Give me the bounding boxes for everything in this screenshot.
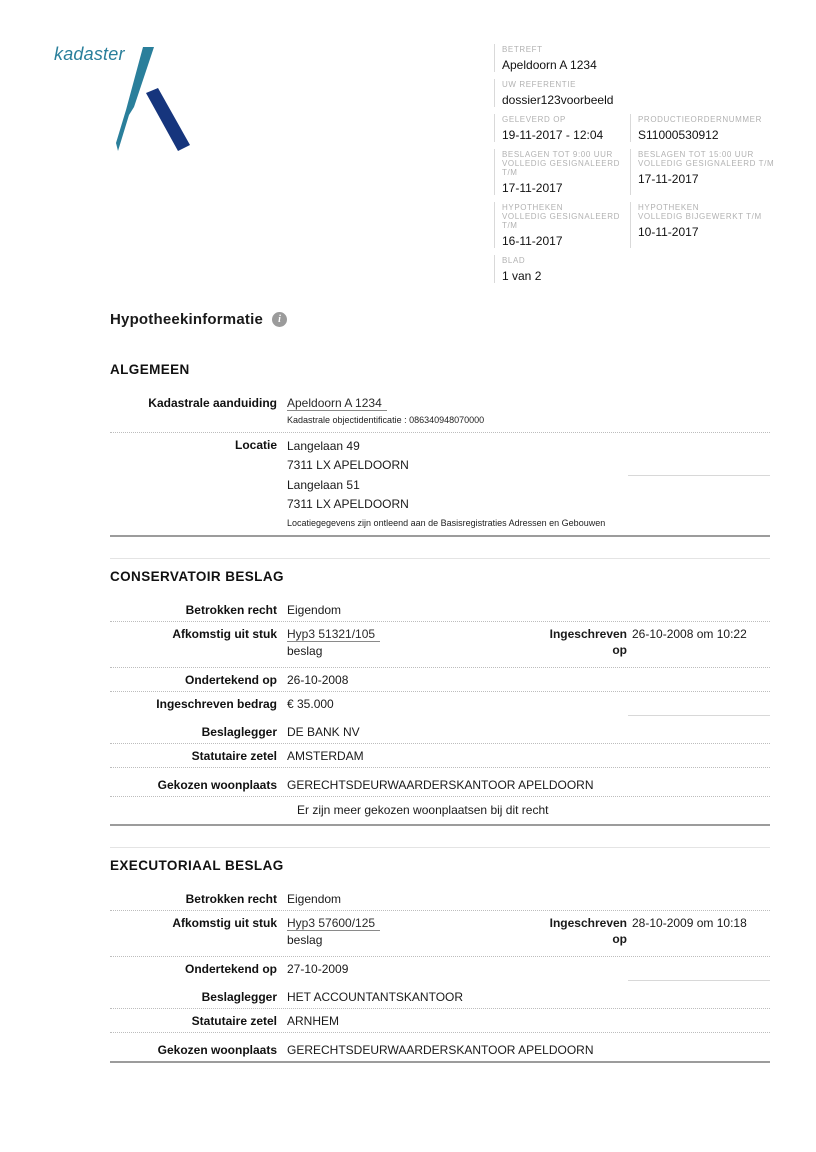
table-row: [110, 391, 770, 433]
row-label: Betrokken recht: [185, 892, 277, 906]
row-value: Eigendom: [287, 603, 342, 617]
meta-label: PRODUCTIEORDERNUMMER: [638, 115, 762, 124]
row-label: Statutaire zetel: [191, 1014, 277, 1028]
meta-productieordernummer: [630, 114, 788, 142]
table-row: [110, 668, 770, 692]
meta-value: dossier123voorbeeld: [502, 93, 614, 107]
table-row: [110, 622, 770, 668]
meta-betreft: [494, 44, 630, 72]
meta-value: 17-11-2017: [638, 172, 699, 186]
meta-blad: [494, 255, 630, 283]
meta-label: VOLLEDIG GESIGNALEERD T/M: [502, 212, 620, 230]
stuk-type: beslag: [287, 644, 323, 658]
table-row: [110, 980, 770, 1009]
row-label: Ingeschreven bedrag: [156, 697, 277, 711]
meta-label: VOLLEDIG BIJGEWERKT T/M: [638, 212, 762, 221]
stuk-type: beslag: [287, 933, 323, 947]
meta-uw-referentie: [494, 79, 630, 107]
row-label: Kadastrale aanduiding: [148, 396, 277, 410]
row-label: Ondertekend op: [184, 673, 277, 687]
address-line: Langelaan 51: [287, 478, 360, 492]
row-value: AMSTERDAM: [287, 749, 364, 763]
meta-value: Apeldoorn A 1234: [502, 58, 597, 72]
row-label: Gekozen woonplaats: [157, 778, 277, 792]
row-label: Gekozen woonplaats: [157, 1043, 277, 1057]
meta-beslagen-9uur: [494, 149, 630, 195]
object-id-note: Kadastrale objectidentificatie : 086340948070000: [287, 415, 485, 425]
row-label: Afkomstig uit stuk: [172, 916, 277, 930]
section-heading: ALGEMEEN: [110, 362, 190, 377]
row-value: HET ACCOUNTANTSKANTOOR: [287, 990, 464, 1004]
table-row: [110, 1033, 770, 1061]
report-content: [110, 311, 770, 1063]
meta-label: UW REFERENTIE: [502, 80, 577, 89]
ingeschreven-op-field: [540, 915, 770, 947]
meta-label: GELEVERD OP: [502, 115, 566, 124]
meta-label: BESLAGEN TOT 9:00 UUR: [502, 150, 613, 159]
meta-hypotheken-bijgewerkt: [630, 202, 788, 248]
page-title: Hypotheekinformatie: [110, 311, 263, 328]
section-heading: CONSERVATOIR BESLAG: [110, 569, 284, 584]
meta-label: VOLLEDIG GESIGNALEERD T/M: [638, 159, 775, 168]
page-indicator: 1 van 2: [502, 269, 542, 283]
row-label: Ondertekend op: [184, 962, 277, 976]
row-value: GERECHTSDEURWAARDERSKANTOOR APELDOORN: [287, 778, 594, 792]
row-value: € 35.000: [287, 697, 334, 711]
section-conservatoir-beslag: [110, 558, 770, 826]
ingeschreven-op-field: [540, 626, 770, 658]
meta-hypotheken-gesignaleerd: [494, 202, 630, 248]
meta-value: 10-11-2017: [638, 225, 699, 239]
section-algemeen: [110, 362, 770, 537]
section-heading: EXECUTORIAAL BESLAG: [110, 858, 284, 873]
meta-label: VOLLEDIG GESIGNALEERD T/M: [502, 159, 620, 177]
row-value: 27-10-2009: [287, 962, 349, 976]
row-value: DE BANK NV: [287, 725, 360, 739]
section-executoriaal-beslag: [110, 847, 770, 1063]
row-label: Beslaglegger: [201, 725, 277, 739]
meta-value: 19-11-2017 - 12:04: [502, 128, 604, 142]
address-separator: [287, 475, 770, 476]
row-label: Statutaire zetel: [191, 749, 277, 763]
address-line: 7311 LX APELDOORN: [287, 497, 409, 511]
row-value: GERECHTSDEURWAARDERSKANTOOR APELDOORN: [287, 1043, 594, 1057]
row-value: Eigendom: [287, 892, 342, 906]
kadaster-logo-text: kadaster: [54, 44, 125, 64]
row-label: Beslaglegger: [201, 990, 277, 1004]
meta-label: HYPOTHEKEN: [502, 203, 564, 212]
row-value: 26-10-2008 om 10:22: [632, 627, 747, 641]
table-row: [110, 887, 770, 911]
address-line: Langelaan 49: [287, 439, 360, 453]
row-label: Ingeschreven op: [549, 916, 627, 946]
row-value: ARNHEM: [287, 1014, 340, 1028]
kadaster-logo-icon: [113, 47, 191, 157]
kadastrale-aanduiding-link[interactable]: Apeldoorn A 1234: [287, 396, 387, 411]
meta-value: S11000530912: [638, 128, 719, 142]
meta-label: BLAD: [502, 256, 526, 265]
location-source-note: Locatiegegevens zijn ontleend aan de Basisregistraties Adressen en Gebouwen: [287, 518, 606, 528]
info-icon[interactable]: i: [272, 312, 287, 327]
table-row: [110, 598, 770, 622]
table-row: [110, 768, 770, 797]
address-line: 7311 LX APELDOORN: [287, 458, 409, 472]
table-row: [110, 1009, 770, 1033]
table-row: [110, 692, 770, 715]
meta-value: 16-11-2017: [502, 234, 563, 248]
row-label: Locatie: [234, 438, 277, 452]
table-row: [110, 433, 770, 535]
table-row: [110, 957, 770, 980]
row-value: 26-10-2008: [287, 673, 349, 687]
meta-value: 17-11-2017: [502, 181, 563, 195]
row-value: 28-10-2009 om 10:18: [632, 916, 747, 930]
stuk-link[interactable]: Hyp3 57600/125: [287, 916, 380, 931]
row-label: Ingeschreven op: [549, 627, 627, 657]
woonplaats-note: Er zijn meer gekozen woonplaatsen bij dit recht: [297, 803, 549, 817]
table-row: [110, 744, 770, 768]
meta-label: BETREFT: [502, 45, 543, 54]
meta-label: BESLAGEN TOT 15:00 UUR: [638, 150, 754, 159]
row-label: Afkomstig uit stuk: [172, 627, 277, 641]
meta-label: HYPOTHEKEN: [638, 203, 700, 212]
document-meta: [494, 44, 794, 290]
meta-geleverd-op: [494, 114, 630, 142]
table-row: [110, 911, 770, 957]
table-row: [110, 715, 770, 744]
stuk-link[interactable]: Hyp3 51321/105: [287, 627, 380, 642]
meta-beslagen-15uur: [630, 149, 788, 195]
row-label: Betrokken recht: [185, 603, 277, 617]
